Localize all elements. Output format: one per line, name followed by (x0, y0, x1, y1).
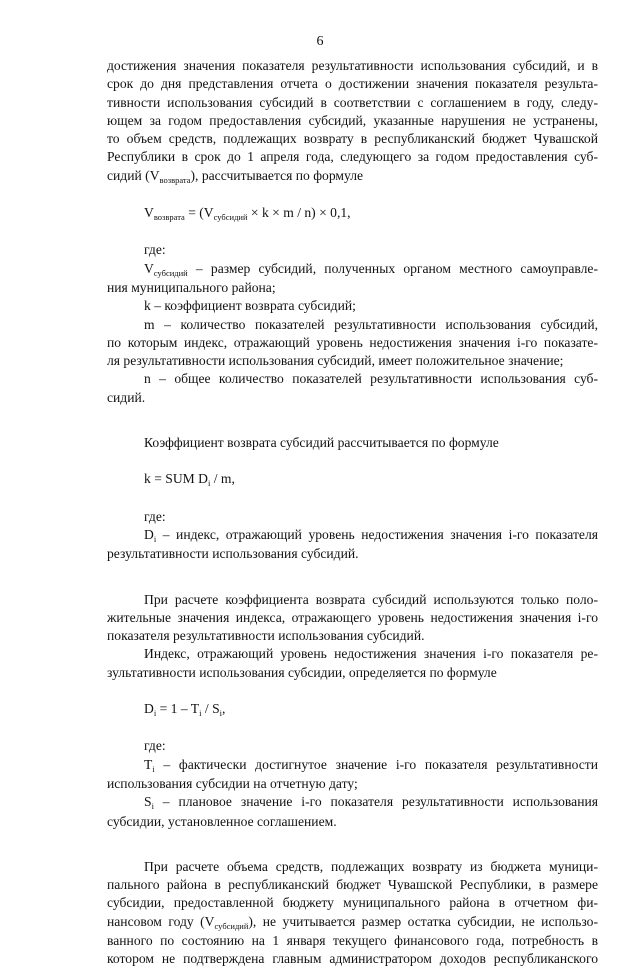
subscript: i (151, 801, 154, 812)
text-line: субсидии, предоставленной бюджету муниципального района в отчетном фи- (107, 895, 598, 911)
formula-text: × k × m / n) × 0,1, (247, 205, 351, 221)
formula-index (107, 700, 598, 719)
text-line: тивности использования субсидий в соответствии с соглашением в году, следу- (107, 94, 598, 110)
text-line: достижения значения показателя результативности использования субсидий, и в (107, 58, 598, 73)
text-line: жительные значения индекса, отражающего уровень недостижения значения i-го (107, 609, 598, 625)
text-run: V (144, 260, 154, 276)
paragraph-coefficient-intro: Коэффициент возврата субсидий рассчитывается по формуле (144, 435, 499, 451)
formula-text: V (144, 205, 154, 221)
formula-return-volume (107, 204, 598, 223)
subscript: субсидий (213, 212, 248, 223)
subscript: возврата (159, 174, 191, 185)
definition-line: k – коэффициент возврата субсидий; (144, 298, 356, 314)
paragraph-return-condition (107, 57, 598, 186)
page-number: 6 (316, 34, 324, 49)
text-line (107, 167, 598, 186)
text-line: ванного по состоянию на 1 января текущего финансового года, потребность в (107, 932, 598, 948)
definitions-return-volume (107, 241, 598, 407)
definition-line: m – количество показателей результативности использования субсидий, (144, 316, 598, 332)
definition-line (107, 793, 598, 812)
document-body (107, 57, 598, 969)
subscript: субсидий (153, 267, 188, 278)
formula-text: k = SUM D (144, 471, 208, 487)
text-line: При расчете коэффициента возврата субсидий используются только поло- (144, 591, 598, 607)
definition-line (107, 526, 598, 545)
text-run: D (144, 526, 154, 542)
formula-text: = (V (184, 205, 214, 221)
paragraph-return-volume-calc (107, 858, 598, 969)
subscript: субсидий (214, 920, 249, 931)
text-line: срок до дня представления отчета о достижении значения показателя результа- (107, 76, 598, 92)
where-label: где: (144, 738, 166, 754)
definition-line: по которым индекс, отражающий уровень недостижения значения i-го показате- (107, 334, 598, 350)
text-line: Индекс, отражающий уровень недостижения значения i-го показателя ре- (144, 646, 598, 662)
text-line: пального района в республиканский бюджет Чувашской Республики, в размере (107, 877, 598, 893)
definition-line (107, 260, 598, 279)
subscript: i (199, 708, 202, 719)
text-line: котором не подтверждена главным администратором доходов республиканского (107, 951, 598, 967)
text-run: – фактически достигнутое значение i-го показателя результативности (154, 756, 598, 772)
definition-line: ния муниципального района; (107, 279, 276, 295)
definitions-index (107, 737, 598, 830)
formula-text: D (144, 701, 154, 717)
where-label: где: (144, 508, 166, 524)
where-label: где: (144, 242, 166, 258)
text-line: При расчете объема средств, подлежащих возврату из бюджета муници- (144, 858, 598, 874)
text-run: нансовом году (V (107, 913, 215, 929)
subscript: возврата (153, 212, 185, 223)
text-run: – индекс, отражающий уровень недостижения значения i-го показателя (156, 526, 598, 542)
definition-line: субсидии, установленное соглашением. (107, 813, 337, 829)
text-run: T (144, 756, 153, 772)
text-line: показателя результативности использования субсидий. (107, 628, 425, 644)
text-run: – плановое значение i-го показателя результативности использования (153, 794, 598, 810)
definition-line: сидий. (107, 389, 146, 405)
definition-line: использования субсидии на отчетную дату; (107, 775, 358, 791)
subscript: i (152, 763, 155, 774)
text-line: Республики в срок до 1 апреля года, следующего за годом предоставления суб- (107, 149, 598, 165)
formula-text: , (222, 701, 226, 717)
definition-line: ля результативности использования субсидий, имеет положительное значение; (107, 353, 564, 369)
formula-text: = 1 – T (156, 701, 200, 717)
definition-line: n – общее количество показателей результативности использования суб- (144, 371, 598, 387)
text-run: S (144, 794, 152, 810)
definition-line: результативности использования субсидий. (107, 546, 359, 562)
subscript: i (153, 708, 157, 719)
definitions-coefficient (107, 508, 598, 564)
formula-coefficient (107, 470, 598, 489)
formula-text: / S (201, 701, 220, 717)
subscript: i (219, 708, 223, 719)
text-run: сидий (V (107, 167, 160, 183)
formula-text: / m, (210, 471, 235, 487)
definition-line (107, 756, 598, 775)
subscript: i (207, 478, 211, 489)
text-line: зультативности использования субсидии, определяется по формуле (107, 664, 497, 680)
text-line (107, 913, 598, 932)
text-line: ющем за годом предоставления субсидий, указанные нарушения не устранены, (107, 112, 598, 128)
text-line: то объем средств, подлежащих возврату в республиканский бюджет Чувашской (107, 131, 598, 147)
text-run: ), не учитывается размер остатка субсидии, не использо- (248, 913, 598, 929)
text-run: ), рассчитывается по формуле (190, 167, 364, 183)
text-run: – размер субсидий, полученных органом местного самоуправле- (187, 260, 598, 276)
subscript: i (153, 533, 157, 544)
paragraph-index-rules (107, 591, 598, 682)
